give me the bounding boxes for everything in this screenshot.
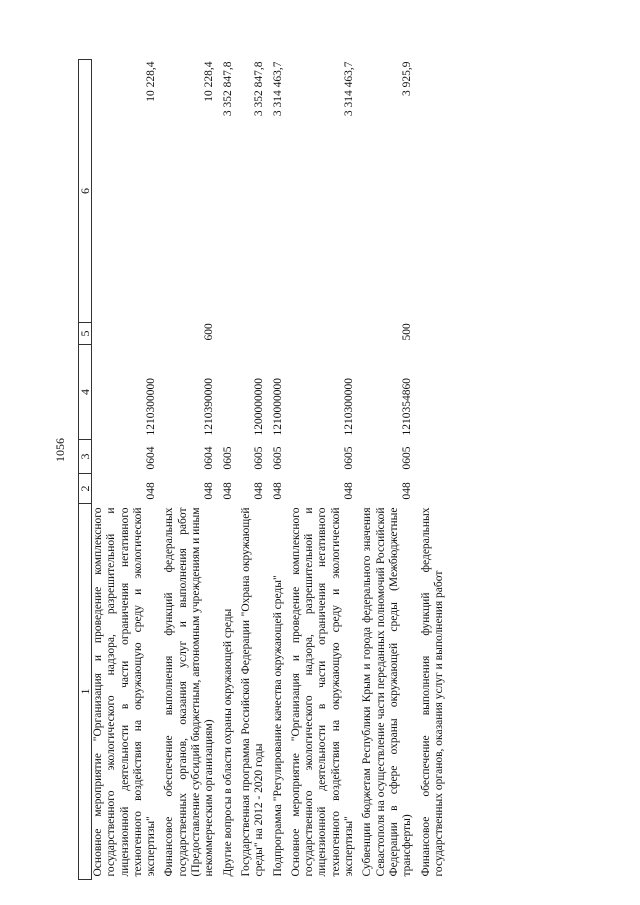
table-row (420, 60, 452, 880)
row-type (272, 323, 290, 345)
row-description: Государственная программа Российской Федерации "Охрана окружающей среды" на 2012 - 2020 годы (239, 507, 266, 877)
table-row (240, 60, 272, 880)
table-row (163, 60, 221, 880)
row-type (92, 323, 164, 345)
rotated-page-content (78, 60, 578, 880)
row-target: 1200000000 (253, 378, 266, 436)
row-amount: 3 352 847,8 (221, 61, 234, 117)
row-section: 0605 (343, 446, 356, 470)
row-type: 500 (401, 323, 414, 341)
row-amount: 3 925,9 (401, 61, 414, 96)
row-code (420, 474, 452, 504)
row-code: 048 (253, 482, 266, 500)
column-header-4: 4 (79, 345, 92, 440)
row-code: 048 (145, 482, 158, 500)
row-amount: 3 314 463,7 (271, 61, 284, 117)
row-amount: 3 352 847,8 (253, 61, 266, 117)
row-description: Финансовое обеспечение выполнения функций федеральных государственных органов, оказания услуг и выполнения работ (419, 507, 445, 877)
row-code: 048 (401, 482, 414, 500)
table-row (290, 60, 361, 880)
table-row (222, 60, 240, 880)
row-description: Финансовое обеспечение выполнения функций федеральных государственных органов, оказания услуг и выполнения работ (Предоставление субсидий бюджетным, автономным учреждениям и иным некоммерческим организациям) (163, 507, 216, 877)
table-header (79, 60, 92, 880)
row-target (420, 345, 452, 440)
row-target (222, 345, 240, 440)
row-section: 0604 (145, 446, 158, 470)
row-type (420, 323, 452, 345)
row-code: 048 (203, 482, 216, 500)
row-section: 0604 (203, 446, 216, 470)
row-section: 0605 (221, 446, 234, 470)
table-header-row (79, 60, 92, 880)
row-section: 0605 (401, 446, 414, 470)
table-row (272, 60, 290, 880)
row-amount: 3 314 463,7 (343, 61, 356, 117)
table-row (361, 60, 419, 880)
row-description: Субвенции бюджетам Республики Крым и города федерального значения Севастополя на осуществление части переданных полномочий Российской Федерации в сфере охраны окружающей среды (Межбюджетные трансферты) (361, 507, 414, 877)
row-section: 0605 (271, 446, 284, 470)
row-type: 600 (203, 323, 216, 341)
row-amount: 10 228,4 (145, 61, 158, 102)
row-code: 048 (343, 482, 356, 500)
column-header-3: 3 (79, 440, 92, 474)
row-type (240, 323, 272, 345)
row-target: 1210300000 (343, 378, 356, 436)
budget-table (78, 59, 451, 880)
row-target: 1210390000 (203, 378, 216, 436)
row-code: 048 (271, 482, 284, 500)
row-target: 1210000000 (271, 378, 284, 436)
row-code: 048 (221, 482, 234, 500)
table-body (92, 60, 452, 880)
page-number: 1056 (53, 438, 67, 462)
column-header-6: 6 (79, 60, 92, 323)
row-description: Основное мероприятие "Организация и проведение комплексного государственного экологического надзора, разрешительной и лицензионной деятельности в части ограничения негативного техногенного воздействия на окружающую среду и экологической экспертизы" (92, 507, 158, 877)
table-row (92, 60, 164, 880)
column-header-5: 5 (79, 323, 92, 345)
column-header-1: 1 (79, 504, 92, 880)
row-target: 1210300000 (145, 378, 158, 436)
row-type (222, 323, 240, 345)
row-section (420, 440, 452, 474)
row-target: 1210354860 (401, 378, 414, 436)
row-section: 0605 (253, 446, 266, 470)
row-description: Основное мероприятие "Организация и проведение комплексного государственного экологического надзора, разрешительной и лицензионной деятельности в части ограничения негативного техногенного воздействия на окружающую среду и экологической экспертизы" (289, 507, 356, 877)
row-amount (420, 60, 452, 323)
row-description: Другие вопросы в области охраны окружающей среды (221, 608, 234, 877)
row-type (290, 323, 361, 345)
row-description: Подпрограмма "Регулирование качества окружающей среды" (271, 575, 284, 877)
column-header-2: 2 (79, 474, 92, 504)
row-amount: 10 228,4 (203, 61, 216, 102)
